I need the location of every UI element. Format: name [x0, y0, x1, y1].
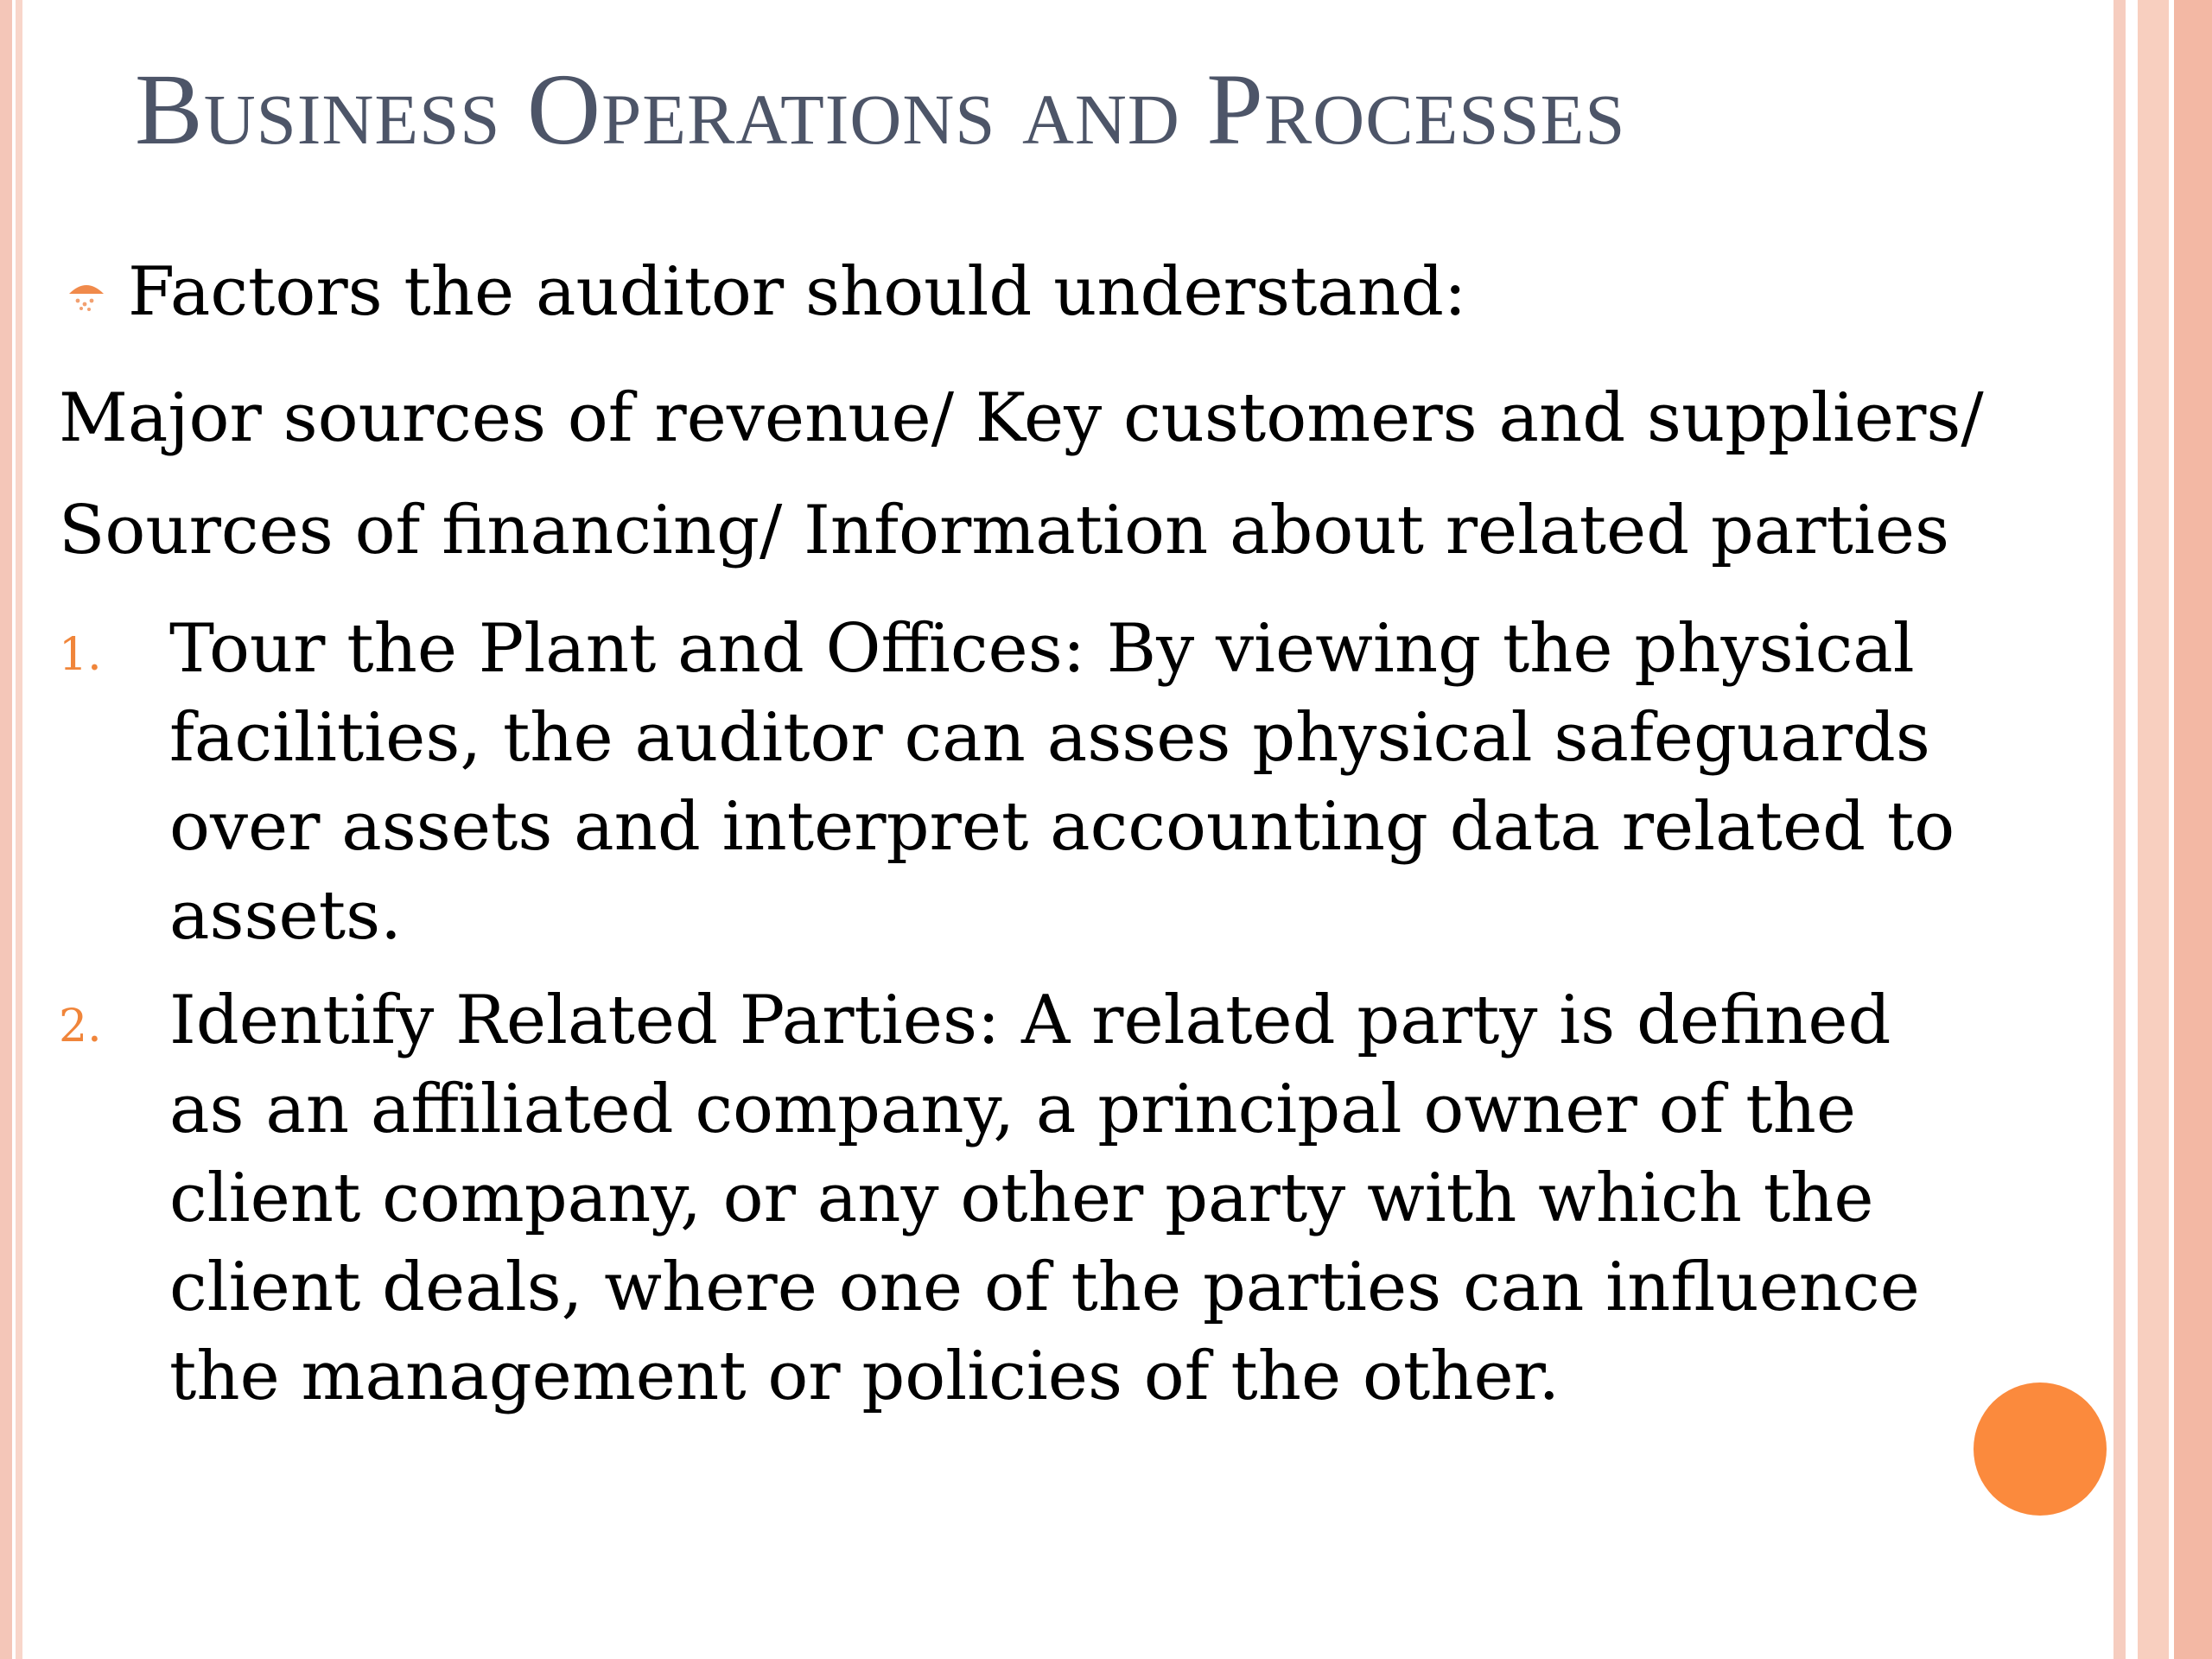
body-line-1: Major sources of revenue/ Key customers and suppliers/	[59, 379, 1984, 457]
item-number: 2.	[59, 1001, 102, 1052]
umbrella-icon	[60, 270, 112, 321]
bullet-item	[60, 249, 1466, 335]
left-frame-stripe-inner	[16, 0, 22, 1659]
decorative-orange-circle	[1974, 1382, 2107, 1516]
left-frame-stripe	[0, 0, 12, 1659]
right-frame-stripe-outer	[2174, 0, 2212, 1659]
body-line-2: Sources of financing/ Information about related parties	[59, 492, 1950, 569]
slide-title: Business Operations and Processes	[135, 53, 1626, 166]
bullet-text: Factors the auditor should understand:	[128, 253, 1467, 331]
right-frame-stripe-middle	[2138, 0, 2169, 1659]
item-number: 1.	[59, 629, 102, 681]
item-text: Identify Related Parties: A related party is defined as an affiliated company, a principal owner of the client company, or any other party with which the client deals, where one of the parties can influence the management or policies of the other.	[169, 982, 1920, 1415]
right-frame-stripe-inner	[2113, 0, 2126, 1659]
item-text: Tour the Plant and Offices: By viewing the physical facilities, the auditor can asses physical safeguards over assets and interpret accounting data related to assets.	[169, 610, 1955, 955]
